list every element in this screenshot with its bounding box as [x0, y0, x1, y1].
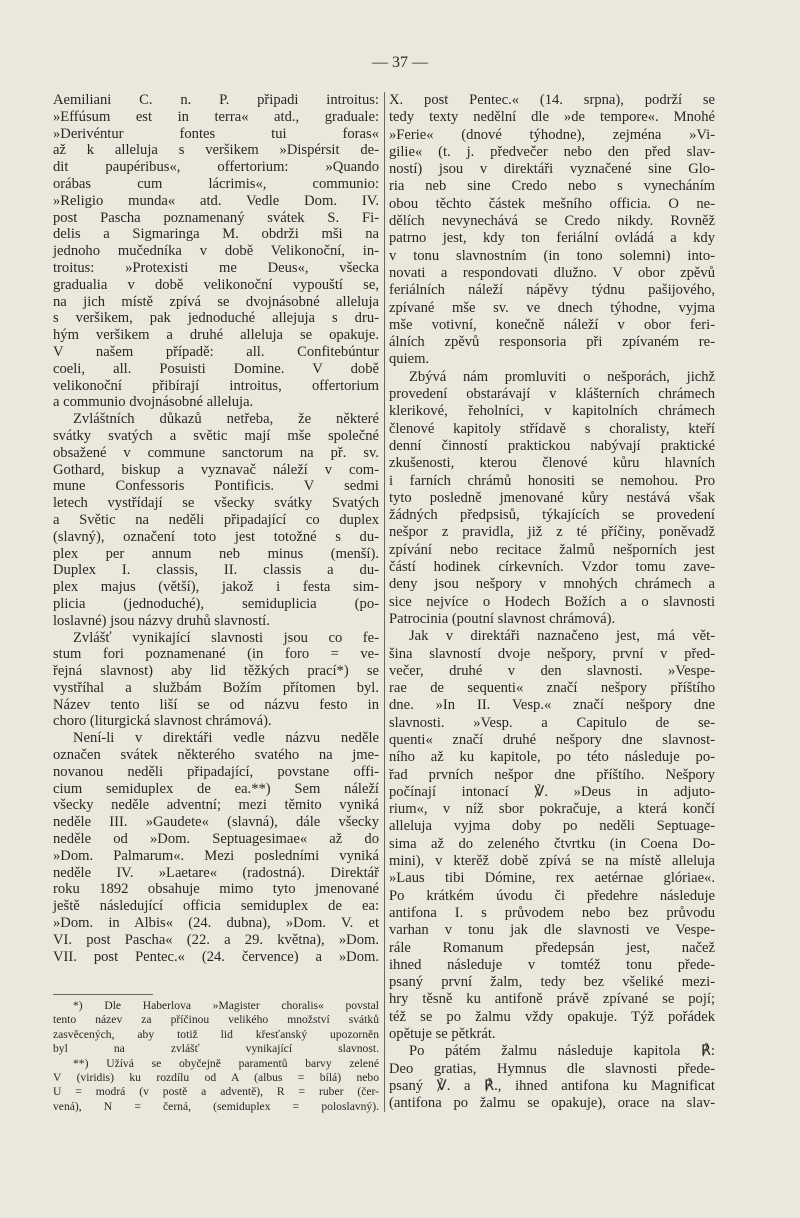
- text-line: feriálních náleží nápěvy týdnu pašijového,: [389, 282, 715, 299]
- text-line: plicia (jednoduché), semiduplicia (po-: [53, 595, 379, 612]
- text-line: tyto posledně jmenované kůry nestává však: [389, 489, 715, 506]
- right-text-column: [389, 92, 715, 1113]
- text-line: mše votivní, konečně náleží v obor feri-: [389, 316, 715, 333]
- text-line: alleluja vyjma doby po neděli Septuage-: [389, 818, 715, 835]
- text-line: obou těchto částek mešního officia. O ne-: [389, 195, 715, 212]
- text-line: neděle od »Dom. Septuagesimae« až do: [53, 831, 379, 848]
- text-line: novati a respondovati dlužno. V obor zpěvů: [389, 264, 715, 281]
- text-line: antifona I. s průvodem nebo bez průvodu: [389, 904, 715, 921]
- paragraph: [53, 1057, 379, 1115]
- paragraph: [53, 999, 379, 1057]
- text-line: »Dom. Palmarum«. Mezi posledními vyniká: [53, 847, 379, 864]
- text-line: rae de sequenti« značí nešpory příštího: [389, 680, 715, 697]
- text-line: řad prvních nešpor dne příštího. Nešpory: [389, 766, 715, 783]
- text-line: roku 1892 obsahuje mimo tyto jmenované: [53, 881, 379, 898]
- text-line: svátky svatých a světic mají mše společné: [53, 427, 379, 444]
- text-line: a Světic na neděli připadající co duplex: [53, 511, 379, 528]
- footnote-divider: [53, 994, 153, 995]
- text-line: i farních chrámů honositi se nemohou. Pro: [389, 472, 715, 489]
- text-line: Jak v direktáři naznačeno jest, má vět-: [409, 628, 715, 645]
- text-line: (antifona po žalmu se opakuje), orace na slav-: [389, 1095, 715, 1112]
- text-line: zpívání nebo recitace žalmů nešporních jest: [389, 541, 715, 558]
- text-line: X. post Pentec.« (14. srpna), podrží se: [389, 92, 715, 108]
- paragraph: [53, 630, 379, 731]
- text-line: ještě následující officia semiduplex de ea:: [53, 898, 379, 915]
- text-line: všecky neděle adventní; mezi těmito vyniká: [53, 797, 379, 814]
- text-line: opětuje se pětkrát.: [389, 1026, 496, 1043]
- paragraph: [389, 92, 715, 369]
- text-line: *) Dle Haberlova »Magister choralis« povstal: [73, 999, 379, 1012]
- text-line: neděle IV. »Laetare« (radostná). Direktář: [53, 864, 379, 881]
- text-line: též se po žalmu vždy opakuje. Týž pořádek: [389, 1008, 715, 1025]
- text-line: s veršikem, pak jednoduché allejuja s dru-: [53, 310, 379, 327]
- text-line: Gothard, biskup a vyznavač náleží v com-: [53, 461, 379, 478]
- text-line: Název tento liší se od názvu festo in: [53, 696, 379, 713]
- text-line: ria neb sine Credo nebo s vynecháním: [389, 178, 715, 195]
- text-line: večer, druhé v den slavnosti. »Vespe-: [389, 662, 715, 679]
- text-line: loslavné) jsou názvy druhů slavností.: [53, 612, 270, 629]
- text-line: počínají intonací ℣. »Deus in adjuto-: [389, 783, 715, 800]
- text-line: Deo gratias, Hymnus dle slavnosti přede-: [389, 1060, 715, 1077]
- text-line: tento název za příčinou velikého množství svátků: [53, 1013, 379, 1027]
- text-line: quenti« značí druhé nešpory dne slavnost-: [389, 731, 715, 748]
- text-line: plex per annum neb minus (menší).: [53, 545, 379, 562]
- text-line: mune Confessoris Pontificis. V sedmi: [53, 478, 379, 495]
- text-line: VII. post Pentec.« (24. července) a »Dom.: [53, 948, 379, 965]
- text-line: dit paupéribus«, offertorium: »Quando: [53, 159, 379, 176]
- text-line: slavnosti. »Vesp. a Capitulo de se-: [389, 714, 715, 731]
- text-line: »Laus tibi Dómine, rex aetérnae glóriae«.: [389, 870, 715, 887]
- text-line: psaný první žalm, tedy bez všeliké mezi-: [389, 974, 715, 991]
- text-line: na jich místě zpívá se dvojnásobné alleluja: [53, 293, 379, 310]
- text-line: cium semiduplex de ea.**) Sem náleží: [53, 780, 379, 797]
- text-line: až k alleluja s veršikem »Dispérsit de-: [53, 142, 379, 159]
- text-line: psaný ℣. a ℟., ihned antifona ku Magnificat: [389, 1077, 715, 1094]
- text-line: álních zpěvů responsoria při zpívaném re-: [389, 334, 715, 351]
- text-line: v tonu slavnostním (in tono solemni) into-: [389, 247, 715, 264]
- paragraph: [389, 628, 715, 1043]
- text-line: gradualia v době velikonoční vypouští se,: [53, 276, 379, 293]
- text-line: velikonoční přibírají introitus, offertorium: [53, 377, 379, 394]
- text-line: označen svátek některého svatého na jme-: [53, 747, 379, 764]
- text-line: sima až do zeleného čtvrtku (in Coena Do-: [389, 835, 715, 852]
- text-line: provedení obstarávají v klášterních chrámech: [389, 386, 715, 403]
- text-line: »Religio munda« atd. Vedle Dom. IV.: [53, 192, 379, 209]
- text-line: letech vystřídají se všecky svátky Svatých: [53, 495, 379, 512]
- text-line: stum fori poznamenané (in foro = ve-: [53, 646, 379, 663]
- text-line: Zbývá nám promluviti o nešporách, jichž: [409, 368, 715, 385]
- text-line: zpívané mše sv. ve dnech týhodne, vyjma: [389, 299, 715, 316]
- text-line: choro (liturgická slavnost chrámová).: [53, 713, 272, 730]
- text-line: Po pátém žalmu následuje kapitola ℟:: [409, 1043, 715, 1060]
- text-line: tedy texty nedělní dle »de tempore«. Mnohé: [389, 109, 715, 126]
- text-line: členové kapitoly střídavě s choralisty, kteří: [389, 420, 715, 437]
- text-line: rále Romanum předepsán jest, načež: [389, 939, 715, 956]
- text-line: patrno jest, kdy ton feriální ovládá a kdy: [389, 230, 715, 247]
- paragraph: [389, 369, 715, 628]
- text-line: nešpor z pravidla, již z té příčiny, poněvadž: [389, 524, 715, 541]
- paragraph: [389, 1043, 715, 1112]
- text-line: šina slavností dvoje nešpory, první v před-: [389, 645, 715, 662]
- text-line: »Ferie« (dnové týhodne), zejména »Vi-: [389, 126, 715, 143]
- text-line: vená), N = černá, (semiduplex = poloslavný).: [53, 1099, 379, 1113]
- paragraph: [53, 92, 379, 411]
- text-line: gilie« (t. j. předvečer nebo den před slav-: [389, 143, 715, 160]
- text-line: ností) jsou v direktáři vyznačené sine Glo-: [389, 161, 715, 178]
- text-line: V (viridis) ku rozdílu od A (albus = bílá) nebo: [53, 1071, 379, 1085]
- text-line: hým veršikem a druhé alleluja se opakuje.: [53, 327, 379, 344]
- text-line: dělích nevynechává se Credo nikdy. Rovněž: [389, 213, 715, 230]
- page-number: — 37 —: [372, 54, 428, 71]
- text-line: varhan v tonu jak dle slavnosti ve Vespe-: [389, 922, 715, 939]
- text-line: novanou neděli připadající, povstane offi-: [53, 763, 379, 780]
- text-line: mini), v kterěž době zpívá se na místě alleluja: [389, 853, 715, 870]
- text-line: žádných předpsisů, týkajících se provedení: [389, 507, 715, 524]
- left-text-column: [53, 92, 379, 965]
- text-line: »Dom. in Albis« (24. dubna), »Dom. V. et: [53, 915, 379, 932]
- text-line: zkušenosti, kterou členové kůru hlavních: [389, 455, 715, 472]
- text-line: Zvláštních důkazů netřeba, že některé: [73, 411, 379, 428]
- text-line: řejná slavnost) aby lid těžkých prací*) se: [53, 663, 379, 680]
- text-line: částí hodinek církevních. Vzdor tomu zave-: [389, 559, 715, 576]
- text-line: V našem případě: all. Confitebúntur: [53, 343, 379, 360]
- column-divider: [384, 92, 385, 1112]
- text-line: jednoho mučedníka v době Velikonoční, in-: [53, 243, 379, 260]
- text-line: plex majus (větší), jakož i festa sim-: [53, 579, 379, 596]
- text-line: deny jsou nešpory v mnohých chrámech a: [389, 576, 715, 593]
- text-line: klerikové, řeholníci, v kapitolních chrámech: [389, 403, 715, 420]
- text-line: vystříhal a službám Božím přítomen byl.: [53, 679, 379, 696]
- text-line: Zvlášť vynikající slavnosti jsou co fe-: [73, 629, 379, 646]
- text-line: denní činností praktickou nabývají praktické: [389, 437, 715, 454]
- text-line: neděle III. »Gaudete« (slavná), dále všecky: [53, 814, 379, 831]
- footnotes: [53, 999, 379, 1114]
- text-line: obsažené v commune sanctorum na př. sv.: [53, 444, 379, 461]
- text-line: delis a Sigmaringa M. obdrži mši na: [53, 226, 379, 243]
- text-line: VI. post Pascha« (22. a 29. května), »Dom.: [53, 931, 379, 948]
- text-line: Patrocinia (poutní slavnost chrámová).: [389, 610, 616, 627]
- text-line: zasvěcených, aby totiž lid křesťanský upozorněn: [53, 1027, 379, 1041]
- text-line: dne. »In II. Vesp.« značí nešpory dne: [389, 697, 715, 714]
- text-line: »Effúsum est in terra« atd., graduale:: [53, 108, 379, 125]
- text-line: ihned následuje v tomtéž tonu přede-: [389, 956, 715, 973]
- text-line: Po krátkém úvodu či předehre následuje: [389, 887, 715, 904]
- text-line: byl na zvlášť vynikající slavnost.: [53, 1042, 379, 1056]
- paragraph: [53, 411, 379, 629]
- text-line: rium«, v níž sbor pokračuje, a která končí: [389, 801, 715, 818]
- text-line: **) Užívá se obyčejně paramentů barvy zelené: [73, 1056, 379, 1070]
- text-line: sice nejvíce o Hodech Božích a o slavnosti: [389, 593, 715, 610]
- text-line: U = modrá (v postě a adventě), R = ruber (čer-: [53, 1085, 379, 1099]
- text-line: Duplex I. classis, II. classis a du-: [53, 562, 379, 579]
- text-line: Není-li v direktáři vedle názvu neděle: [73, 730, 379, 747]
- text-line: quiem.: [389, 351, 430, 368]
- text-line: orábas cum lácrimis«, communio:: [53, 175, 379, 192]
- paragraph: [53, 730, 379, 965]
- text-line: troitus: »Protexisti me Deus«, všecka: [53, 259, 379, 276]
- text-line: a communio dvojnásobné alleluja.: [53, 394, 254, 411]
- text-line: ního až ku kapitole, po této následuje po-: [389, 749, 715, 766]
- text-line: (slavný), označení toto jest totožné s du-: [53, 528, 379, 545]
- text-line: coeli, all. Posuisti Domine. V době: [53, 360, 379, 377]
- text-line: hry těsně ku antifoně právě zpívané se pojí;: [389, 991, 715, 1008]
- text-line: post Pascha poznamenaný svátek S. Fi-: [53, 209, 379, 226]
- text-line: »Derivéntur fontes tui foras«: [53, 125, 379, 142]
- text-line: Aemiliani C. n. P. připadi introitus:: [53, 92, 379, 108]
